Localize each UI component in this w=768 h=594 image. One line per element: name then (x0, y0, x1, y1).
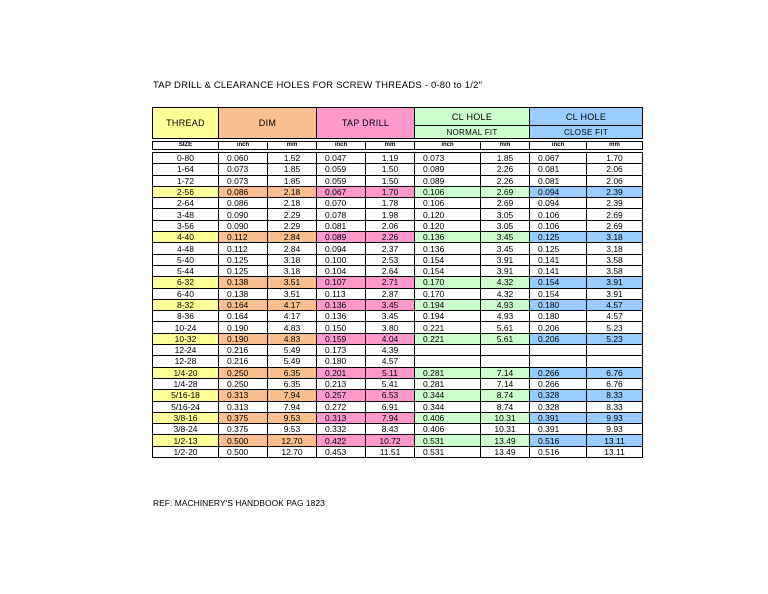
table-row (153, 164, 643, 175)
cell-normal-mm: 3.05 (481, 220, 530, 231)
table-row (153, 198, 643, 209)
cell-dim-mm: 3.18 (268, 265, 317, 276)
subheader-size: SIZE (153, 142, 219, 150)
cell-normal-inch: 0.089 (415, 164, 481, 175)
cell-dim-inch: 0.138 (219, 288, 268, 299)
cell-tap-inch: 0.107 (317, 277, 366, 288)
cell-tap-inch: 0.422 (317, 435, 366, 446)
cell-tap-inch: 0.136 (317, 311, 366, 322)
cell-dim-inch: 0.086 (219, 198, 268, 209)
cell-close-inch: 0.106 (530, 209, 587, 220)
cell-tap-mm: 1.98 (366, 209, 415, 220)
cell-size: 10-24 (153, 322, 219, 333)
cell-close-mm: 9.93 (587, 412, 643, 423)
cell-normal-inch: 0.221 (415, 333, 481, 344)
cell-dim-inch: 0.073 (219, 175, 268, 186)
cell-tap-inch: 0.332 (317, 424, 366, 435)
cell-close-inch: 0.141 (530, 254, 587, 265)
cell-dim-inch: 0.125 (219, 265, 268, 276)
cell-normal-mm: 2.26 (481, 164, 530, 175)
cell-close-mm: 9.93 (587, 424, 643, 435)
cell-normal-mm: 5.61 (481, 322, 530, 333)
cell-dim-mm: 2.18 (268, 198, 317, 209)
cell-close-mm: 2.39 (587, 198, 643, 209)
cell-close-mm (587, 345, 643, 356)
cell-tap-inch: 0.150 (317, 322, 366, 333)
cell-size: 1/2-13 (153, 435, 219, 446)
subheader-tap-inch: inch (317, 142, 366, 150)
cell-normal-inch: 0.531 (415, 435, 481, 446)
cell-close-inch: 0.125 (530, 232, 587, 243)
cell-dim-mm: 1.85 (268, 164, 317, 175)
cell-size: 5-44 (153, 265, 219, 276)
cell-close-inch: 0.180 (530, 299, 587, 310)
cell-size: 2-64 (153, 198, 219, 209)
cell-size: 10-32 (153, 333, 219, 344)
table-row (153, 232, 643, 243)
cell-normal-inch: 0.406 (415, 424, 481, 435)
cell-dim-mm: 6.35 (268, 367, 317, 378)
table-row (153, 220, 643, 231)
cell-tap-mm: 10.72 (366, 435, 415, 446)
cell-normal-mm: 3.45 (481, 232, 530, 243)
cell-tap-mm: 4.04 (366, 333, 415, 344)
cell-dim-inch: 0.125 (219, 254, 268, 265)
cell-tap-inch: 0.067 (317, 186, 366, 197)
cell-normal-inch: 0.136 (415, 232, 481, 243)
tap-drill-table (152, 107, 643, 458)
cell-dim-inch: 0.250 (219, 378, 268, 389)
cell-dim-inch: 0.313 (219, 390, 268, 401)
cell-dim-inch: 0.313 (219, 401, 268, 412)
cell-tap-inch: 0.313 (317, 412, 366, 423)
table-row (153, 243, 643, 254)
cell-dim-mm: 1.85 (268, 175, 317, 186)
cell-tap-mm: 11.51 (366, 446, 415, 457)
cell-close-inch: 0.206 (530, 333, 587, 344)
cell-tap-inch: 0.059 (317, 175, 366, 186)
cell-tap-mm: 3.45 (366, 311, 415, 322)
cell-normal-mm: 3.91 (481, 265, 530, 276)
cell-size: 8-32 (153, 299, 219, 310)
cell-tap-mm: 1.50 (366, 164, 415, 175)
cell-dim-mm: 7.94 (268, 390, 317, 401)
cell-normal-inch (415, 356, 481, 367)
cell-close-inch: 0.180 (530, 311, 587, 322)
cell-normal-mm (481, 356, 530, 367)
reference-note: REF: MACHINERY'S HANDBOOK PAG 1823 (153, 498, 325, 508)
cell-close-mm: 2.69 (587, 209, 643, 220)
subheader-close-mm: mm (587, 142, 643, 150)
cell-tap-inch: 0.180 (317, 356, 366, 367)
cell-dim-mm: 12.70 (268, 446, 317, 457)
table-row (153, 401, 643, 412)
cell-dim-inch: 0.500 (219, 435, 268, 446)
cell-size: 5-40 (153, 254, 219, 265)
table-row (153, 356, 643, 367)
cell-dim-mm: 3.51 (268, 277, 317, 288)
cell-size: 1/2-20 (153, 446, 219, 457)
cell-tap-mm: 8.43 (366, 424, 415, 435)
cell-close-inch: 0.081 (530, 164, 587, 175)
cell-dim-mm: 4.17 (268, 311, 317, 322)
table-row (153, 435, 643, 446)
cell-size: 5/16-24 (153, 401, 219, 412)
cell-normal-inch: 0.154 (415, 254, 481, 265)
cell-normal-mm: 4.93 (481, 311, 530, 322)
cell-size: 1-72 (153, 175, 219, 186)
cell-close-inch: 0.516 (530, 446, 587, 457)
cell-dim-inch: 0.375 (219, 424, 268, 435)
table-row (153, 412, 643, 423)
cell-size: 3-48 (153, 209, 219, 220)
cell-size: 4-40 (153, 232, 219, 243)
cell-normal-inch: 0.344 (415, 390, 481, 401)
cell-tap-mm: 2.87 (366, 288, 415, 299)
cell-size: 0-80 (153, 153, 219, 164)
cell-normal-inch: 0.281 (415, 367, 481, 378)
cell-size: 2-56 (153, 186, 219, 197)
cell-dim-inch: 0.138 (219, 277, 268, 288)
header-tap-drill: TAP DRILL (317, 108, 415, 139)
cell-size: 12-28 (153, 356, 219, 367)
cell-normal-mm: 10.31 (481, 412, 530, 423)
header-thread: THREAD (153, 108, 219, 139)
cell-normal-mm: 1.85 (481, 153, 530, 164)
cell-tap-inch: 0.094 (317, 243, 366, 254)
cell-size: 8-36 (153, 311, 219, 322)
subheader-normal-mm: mm (481, 142, 530, 150)
cell-size: 3-56 (153, 220, 219, 231)
cell-size: 5/16-18 (153, 390, 219, 401)
cell-tap-mm: 1.50 (366, 175, 415, 186)
cell-dim-inch: 0.112 (219, 232, 268, 243)
cell-tap-inch: 0.081 (317, 220, 366, 231)
cell-tap-mm: 2.64 (366, 265, 415, 276)
table-row (153, 345, 643, 356)
cell-dim-mm: 2.18 (268, 186, 317, 197)
cell-normal-inch: 0.120 (415, 209, 481, 220)
cell-close-mm: 3.91 (587, 288, 643, 299)
cell-normal-mm: 7.14 (481, 378, 530, 389)
cell-normal-mm: 5.61 (481, 333, 530, 344)
subheader-dim-inch: inch (219, 142, 268, 150)
table-row (153, 175, 643, 186)
cell-tap-mm: 1.70 (366, 186, 415, 197)
cell-tap-mm: 6.91 (366, 401, 415, 412)
cell-tap-mm: 4.57 (366, 356, 415, 367)
cell-normal-inch: 0.136 (415, 243, 481, 254)
cell-close-mm: 3.18 (587, 232, 643, 243)
cell-normal-inch: 0.406 (415, 412, 481, 423)
cell-close-inch: 0.141 (530, 265, 587, 276)
header-dim: DIM (219, 108, 317, 139)
table-row (153, 288, 643, 299)
cell-close-inch: 0.391 (530, 412, 587, 423)
cell-tap-inch: 0.136 (317, 299, 366, 310)
cell-dim-inch: 0.250 (219, 367, 268, 378)
cell-tap-inch: 0.089 (317, 232, 366, 243)
cell-normal-mm: 10.31 (481, 424, 530, 435)
cell-size: 4-48 (153, 243, 219, 254)
cell-tap-mm: 6.53 (366, 390, 415, 401)
cell-tap-inch: 0.257 (317, 390, 366, 401)
cell-close-inch: 0.106 (530, 220, 587, 231)
cell-close-inch: 0.081 (530, 175, 587, 186)
cell-normal-inch: 0.344 (415, 401, 481, 412)
header-cl-hole-close: CL HOLE (530, 108, 643, 126)
cell-tap-inch: 0.173 (317, 345, 366, 356)
cell-dim-mm: 5.49 (268, 345, 317, 356)
cell-close-inch: 0.266 (530, 378, 587, 389)
cell-tap-mm: 2.53 (366, 254, 415, 265)
cell-close-mm: 2.39 (587, 186, 643, 197)
cell-dim-mm: 9.53 (268, 412, 317, 423)
cell-dim-mm: 1.52 (268, 153, 317, 164)
cell-close-mm: 3.91 (587, 277, 643, 288)
cell-normal-mm: 3.45 (481, 243, 530, 254)
cell-close-inch: 0.516 (530, 435, 587, 446)
cell-close-mm: 3.58 (587, 254, 643, 265)
cell-dim-inch: 0.216 (219, 356, 268, 367)
cell-close-inch: 0.125 (530, 243, 587, 254)
cell-size: 12-24 (153, 345, 219, 356)
cell-normal-inch: 0.120 (415, 220, 481, 231)
cell-close-inch (530, 356, 587, 367)
subheader-dim-mm: mm (268, 142, 317, 150)
cell-tap-inch: 0.159 (317, 333, 366, 344)
cell-close-mm: 4.57 (587, 311, 643, 322)
table-row (153, 299, 643, 310)
cell-normal-mm: 3.91 (481, 254, 530, 265)
table-row (153, 333, 643, 344)
cell-size: 1/4-20 (153, 367, 219, 378)
table-row (153, 311, 643, 322)
table-row (153, 153, 643, 164)
cell-normal-mm: 4.32 (481, 288, 530, 299)
cell-size: 1/4-28 (153, 378, 219, 389)
cell-dim-mm: 6.35 (268, 378, 317, 389)
cell-normal-inch (415, 345, 481, 356)
cell-tap-inch: 0.100 (317, 254, 366, 265)
cell-close-mm: 13.11 (587, 446, 643, 457)
cell-tap-inch: 0.113 (317, 288, 366, 299)
cell-normal-inch: 0.089 (415, 175, 481, 186)
cell-normal-inch: 0.073 (415, 153, 481, 164)
cell-close-mm: 2.06 (587, 175, 643, 186)
cell-normal-inch: 0.154 (415, 265, 481, 276)
cell-dim-mm: 7.94 (268, 401, 317, 412)
cell-dim-inch: 0.112 (219, 243, 268, 254)
cell-tap-mm: 3.80 (366, 322, 415, 333)
cell-tap-mm: 2.37 (366, 243, 415, 254)
cell-close-inch: 0.266 (530, 367, 587, 378)
cell-dim-inch: 0.190 (219, 322, 268, 333)
cell-normal-inch: 0.281 (415, 378, 481, 389)
subheader-close-inch: inch (530, 142, 587, 150)
cell-close-mm: 8.33 (587, 390, 643, 401)
cell-normal-inch: 0.170 (415, 277, 481, 288)
cell-normal-mm (481, 345, 530, 356)
cell-tap-mm: 2.26 (366, 232, 415, 243)
cell-dim-mm: 4.83 (268, 333, 317, 344)
cell-close-mm: 2.06 (587, 164, 643, 175)
cell-close-mm: 5.23 (587, 333, 643, 344)
cell-tap-inch: 0.453 (317, 446, 366, 457)
cell-close-mm: 13.11 (587, 435, 643, 446)
cell-close-mm (587, 356, 643, 367)
cell-tap-mm: 7.94 (366, 412, 415, 423)
cell-close-inch (530, 345, 587, 356)
cell-close-mm: 8.33 (587, 401, 643, 412)
cell-tap-mm: 5.11 (366, 367, 415, 378)
cell-normal-mm: 2.26 (481, 175, 530, 186)
cell-normal-inch: 0.106 (415, 186, 481, 197)
cell-close-mm: 3.18 (587, 243, 643, 254)
cell-dim-inch: 0.216 (219, 345, 268, 356)
cell-tap-inch: 0.272 (317, 401, 366, 412)
cell-size: 6-32 (153, 277, 219, 288)
cell-size: 6-40 (153, 288, 219, 299)
cell-dim-inch: 0.164 (219, 311, 268, 322)
cell-normal-inch: 0.531 (415, 446, 481, 457)
cell-tap-inch: 0.047 (317, 153, 366, 164)
cell-close-mm: 3.58 (587, 265, 643, 276)
cell-dim-mm: 2.29 (268, 209, 317, 220)
cell-dim-mm: 9.53 (268, 424, 317, 435)
cell-tap-mm: 2.06 (366, 220, 415, 231)
cell-normal-inch: 0.194 (415, 299, 481, 310)
table-row (153, 378, 643, 389)
table-row (153, 265, 643, 276)
cell-tap-inch: 0.070 (317, 198, 366, 209)
cell-close-inch: 0.154 (530, 277, 587, 288)
cell-close-mm: 5.23 (587, 322, 643, 333)
cell-normal-inch: 0.194 (415, 311, 481, 322)
cell-tap-mm: 1.19 (366, 153, 415, 164)
cell-normal-mm: 3.05 (481, 209, 530, 220)
cell-normal-mm: 4.93 (481, 299, 530, 310)
cell-normal-mm: 2.69 (481, 186, 530, 197)
table-row (153, 186, 643, 197)
cell-close-inch: 0.154 (530, 288, 587, 299)
cell-close-mm: 6.76 (587, 367, 643, 378)
cell-dim-inch: 0.060 (219, 153, 268, 164)
cell-normal-inch: 0.106 (415, 198, 481, 209)
cell-dim-mm: 3.51 (268, 288, 317, 299)
page-title: TAP DRILL & CLEARANCE HOLES FOR SCREW THREADS - 0-80 to 1/2" (153, 80, 483, 91)
cell-dim-mm: 5.49 (268, 356, 317, 367)
table-row (153, 446, 643, 457)
cell-normal-mm: 8.74 (481, 390, 530, 401)
cell-dim-mm: 2.29 (268, 220, 317, 231)
cell-close-mm: 2.69 (587, 220, 643, 231)
cell-dim-inch: 0.164 (219, 299, 268, 310)
cell-close-inch: 0.094 (530, 186, 587, 197)
cell-close-inch: 0.391 (530, 424, 587, 435)
cell-dim-inch: 0.375 (219, 412, 268, 423)
cell-size: 1-64 (153, 164, 219, 175)
cell-tap-inch: 0.213 (317, 378, 366, 389)
cell-close-mm: 4.57 (587, 299, 643, 310)
cell-dim-mm: 2.84 (268, 232, 317, 243)
table-row (153, 277, 643, 288)
cell-close-inch: 0.067 (530, 153, 587, 164)
subheader-tap-mm: mm (366, 142, 415, 150)
cell-tap-inch: 0.059 (317, 164, 366, 175)
subheader-normal-inch: inch (415, 142, 481, 150)
cell-dim-mm: 2.84 (268, 243, 317, 254)
cell-dim-inch: 0.500 (219, 446, 268, 457)
cell-dim-inch: 0.086 (219, 186, 268, 197)
cell-tap-mm: 3.45 (366, 299, 415, 310)
cell-tap-inch: 0.104 (317, 265, 366, 276)
table-row (153, 322, 643, 333)
cell-close-inch: 0.328 (530, 390, 587, 401)
table-row (153, 424, 643, 435)
cell-close-inch: 0.094 (530, 198, 587, 209)
cell-normal-inch: 0.170 (415, 288, 481, 299)
cell-dim-mm: 4.17 (268, 299, 317, 310)
cell-dim-mm: 3.18 (268, 254, 317, 265)
cell-tap-mm: 5.41 (366, 378, 415, 389)
cell-tap-inch: 0.201 (317, 367, 366, 378)
cell-close-inch: 0.206 (530, 322, 587, 333)
cell-normal-mm: 13.49 (481, 435, 530, 446)
header-normal-fit: NORMAL FIT (415, 126, 530, 139)
table-row (153, 209, 643, 220)
cell-tap-mm: 2.71 (366, 277, 415, 288)
cell-normal-mm: 4.32 (481, 277, 530, 288)
cell-normal-inch: 0.221 (415, 322, 481, 333)
cell-close-mm: 1.70 (587, 153, 643, 164)
cell-dim-inch: 0.090 (219, 209, 268, 220)
cell-tap-mm: 4.39 (366, 345, 415, 356)
header-cl-hole-normal: CL HOLE (415, 108, 530, 126)
cell-close-inch: 0.328 (530, 401, 587, 412)
cell-dim-inch: 0.190 (219, 333, 268, 344)
cell-normal-mm: 7.14 (481, 367, 530, 378)
cell-normal-mm: 8.74 (481, 401, 530, 412)
cell-dim-inch: 0.073 (219, 164, 268, 175)
table-row (153, 254, 643, 265)
cell-tap-mm: 1.78 (366, 198, 415, 209)
table-row (153, 367, 643, 378)
cell-size: 3/8-24 (153, 424, 219, 435)
cell-close-mm: 6.76 (587, 378, 643, 389)
cell-normal-mm: 2.69 (481, 198, 530, 209)
cell-dim-mm: 12.70 (268, 435, 317, 446)
table-row (153, 390, 643, 401)
header-close-fit: CLOSE FIT (530, 126, 643, 139)
cell-dim-inch: 0.090 (219, 220, 268, 231)
cell-dim-mm: 4.83 (268, 322, 317, 333)
cell-tap-inch: 0.078 (317, 209, 366, 220)
cell-size: 3/8-16 (153, 412, 219, 423)
cell-normal-mm: 13.49 (481, 446, 530, 457)
